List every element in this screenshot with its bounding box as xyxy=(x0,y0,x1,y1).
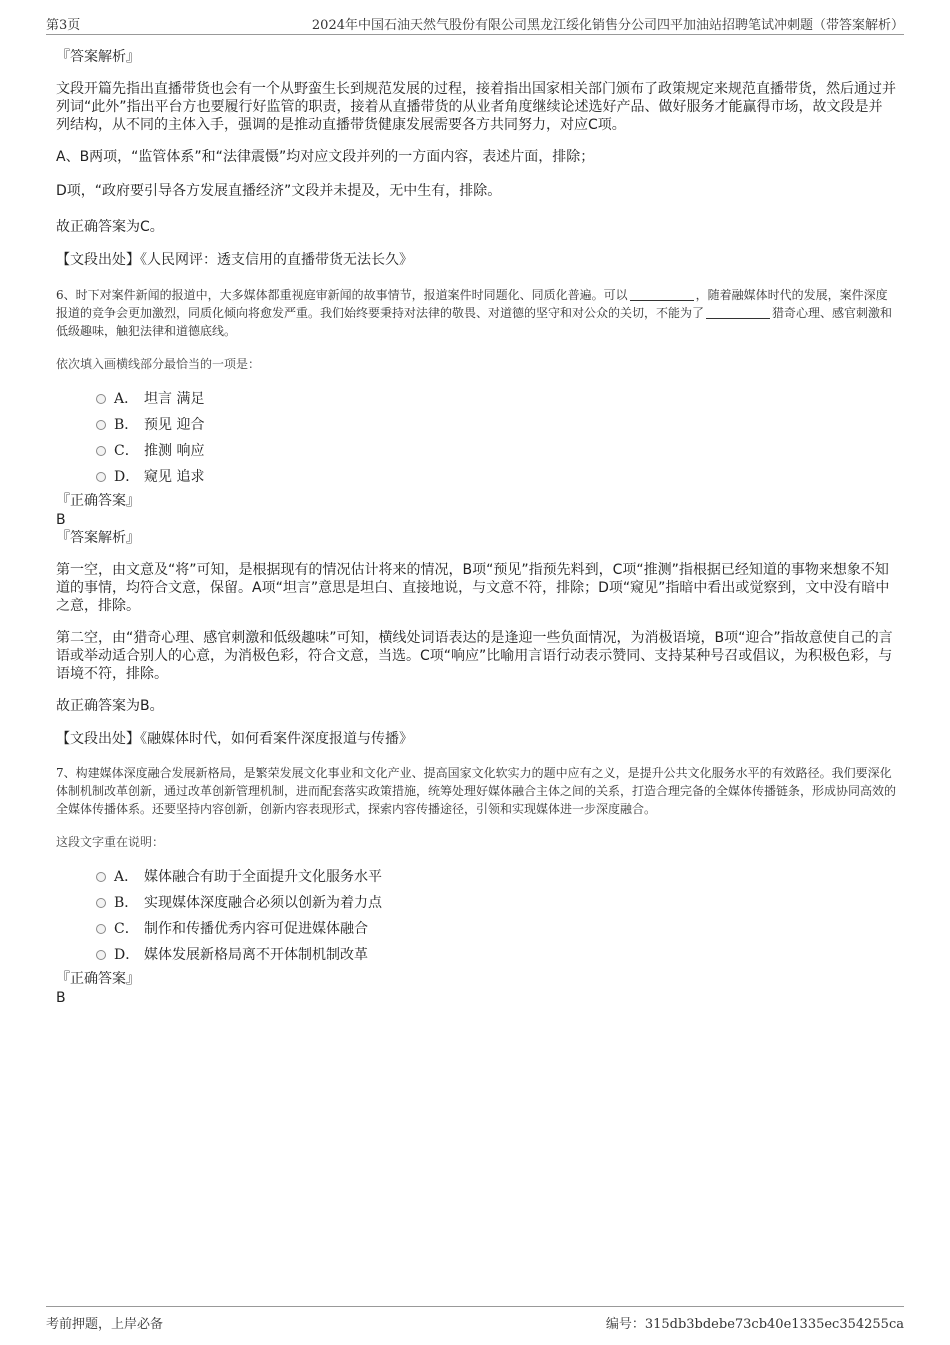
q6-option-a[interactable]: A． 坦言 满足 xyxy=(96,386,896,412)
q5-analysis-label: 『答案解析』 xyxy=(56,49,140,65)
q5-source: 【文段出处】《人民网评：透支信用的直播带货无法长久》 xyxy=(56,252,413,268)
q5-analysis-p2: A、B两项，“监管体系”和“法律震慑”均对应文段并列的一方面内容，表述片面，排除； xyxy=(56,149,595,165)
document-id: 编号：315db3bdebe73cb40e1335ec354255ca xyxy=(605,1317,904,1332)
q5-analysis-p3: D项，“政府要引导各方发展直播经济”文段并未提及，无中生有，排除。 xyxy=(56,183,502,199)
page-content xyxy=(56,44,896,1007)
radio-icon[interactable] xyxy=(96,898,106,908)
q7-prompt: 这段文字重在说明： xyxy=(56,835,165,849)
q7-options xyxy=(56,864,896,968)
q6-option-b[interactable]: B． 预见 迎合 xyxy=(96,412,896,438)
document-title: 2024年中国石油天然气股份有限公司黑龙江绥化销售分公司四平加油站招聘笔试冲刺题（带答案解析） xyxy=(311,18,904,33)
q7-option-d[interactable]: D． 媒体发展新格局离不开体制机制改革 xyxy=(96,942,896,968)
page-header xyxy=(46,14,904,35)
q6-blank-1 xyxy=(630,300,694,301)
radio-icon[interactable] xyxy=(96,420,106,430)
q6-analysis-label: 『答案解析』 xyxy=(56,530,140,546)
q7-question-text: 7、构建媒体深度融合发展新格局，是繁荣发展文化事业和文化产业、提高国家文化软实力的题中应有之义，是提升公共文化服务水平的有效路径。我们要深化体制机制改革创新，通过改革创新管理机制，进而配套落实政策措施，统筹处理好媒体融合主体之间的关系，打造合理完备的全媒体传播链条，形成协同高效的全媒体传播体系。还要坚持内容创新，创新内容表现形式，探索内容传播途径，引领和实现媒体进一步深度融合。 xyxy=(56,766,897,816)
q7-correct-answer: B xyxy=(56,990,66,1006)
radio-icon[interactable] xyxy=(96,394,106,404)
radio-icon[interactable] xyxy=(96,872,106,882)
radio-icon[interactable] xyxy=(96,924,106,934)
radio-icon[interactable] xyxy=(96,446,106,456)
q6-option-c[interactable]: C． 推测 响应 xyxy=(96,438,896,464)
footer-slogan: 考前押题，上岸必备 xyxy=(46,1317,164,1332)
radio-icon[interactable] xyxy=(96,950,106,960)
q6-correct-answer: B xyxy=(56,512,66,528)
q6-options xyxy=(56,386,896,490)
q6-prompt: 依次填入画横线部分最恰当的一项是： xyxy=(56,357,261,371)
q7-option-a[interactable]: A． 媒体融合有助于全面提升文化服务水平 xyxy=(96,864,896,890)
q5-analysis-p1: 文段开篇先指出直播带货也会有一个从野蛮生长到规范发展的过程，接着指出国家相关部门颁布了政策规定来规范直播带货，然后通过并列词“此外”指出平台方也要履行好监管的职责，接着从直播带货的从业者角度继续论述选好产品、做好服务才能赢得市场，故文段是并列结构，从不同的主体入手，强调的是推动直播带货健康发展需要各方共同努力，对应C项。 xyxy=(56,81,896,133)
q6-analysis-conclusion: 故正确答案为B。 xyxy=(56,698,164,714)
q6-question-text: 6、时下对案件新闻的报道中，大多媒体都重视庭审新闻的故事情节，报道案件时同题化、同质化普遍。可以 ，随着融媒体时代的发展，案件深度报道的竞争会更加激烈，同质化倾向将愈发严重。我们始终要秉持对法律的敬畏、对道德的坚守和对公众的关切，不能为了 猎奇心理、感官刺激和低级趣味，触犯法律和道德底线。 xyxy=(56,288,893,338)
q6-source: 【文段出处】《融媒体时代，如何看案件深度报道与传播》 xyxy=(56,731,413,747)
q6-analysis-p2: 第二空，由“猎奇心理、感官刺激和低级趣味”可知，横线处词语表达的是逢迎一些负面情况，为消极语境，B项“迎合”指故意使自己的言语或举动适合别人的心意，为消极色彩，符合文意，当选。C项“响应”比喻用言语行动表示赞同、支持某种号召或倡议，为积极色彩，与语境不符，排除。 xyxy=(56,630,893,682)
q7-option-b[interactable]: B． 实现媒体深度融合必须以创新为着力点 xyxy=(96,890,896,916)
q6-correct-label: 『正确答案』 xyxy=(56,493,140,509)
q7-option-c[interactable]: C． 制作和传播优秀内容可促进媒体融合 xyxy=(96,916,896,942)
radio-icon[interactable] xyxy=(96,472,106,482)
q6-analysis-p1: 第一空，由文意及“将”可知，是根据现有的情况估计将来的情况，B项“预见”指预先料到，C项“推测”指根据已经知道的事物来想象不知道的事情，均符合文意，保留。A项“坦言”意思是坦白、直接地说，与文意不符，排除；D项“窥见”指暗中看出或觉察到，文中没有暗中之意，排除。 xyxy=(56,562,890,614)
q6-blank-2 xyxy=(706,318,770,319)
page-footer xyxy=(46,1306,904,1331)
q6-option-d[interactable]: D． 窥见 追求 xyxy=(96,464,896,490)
q7-correct-label: 『正确答案』 xyxy=(56,971,140,987)
q5-analysis-conclusion: 故正确答案为C。 xyxy=(56,219,164,235)
page-number: 第3页 xyxy=(46,18,81,33)
